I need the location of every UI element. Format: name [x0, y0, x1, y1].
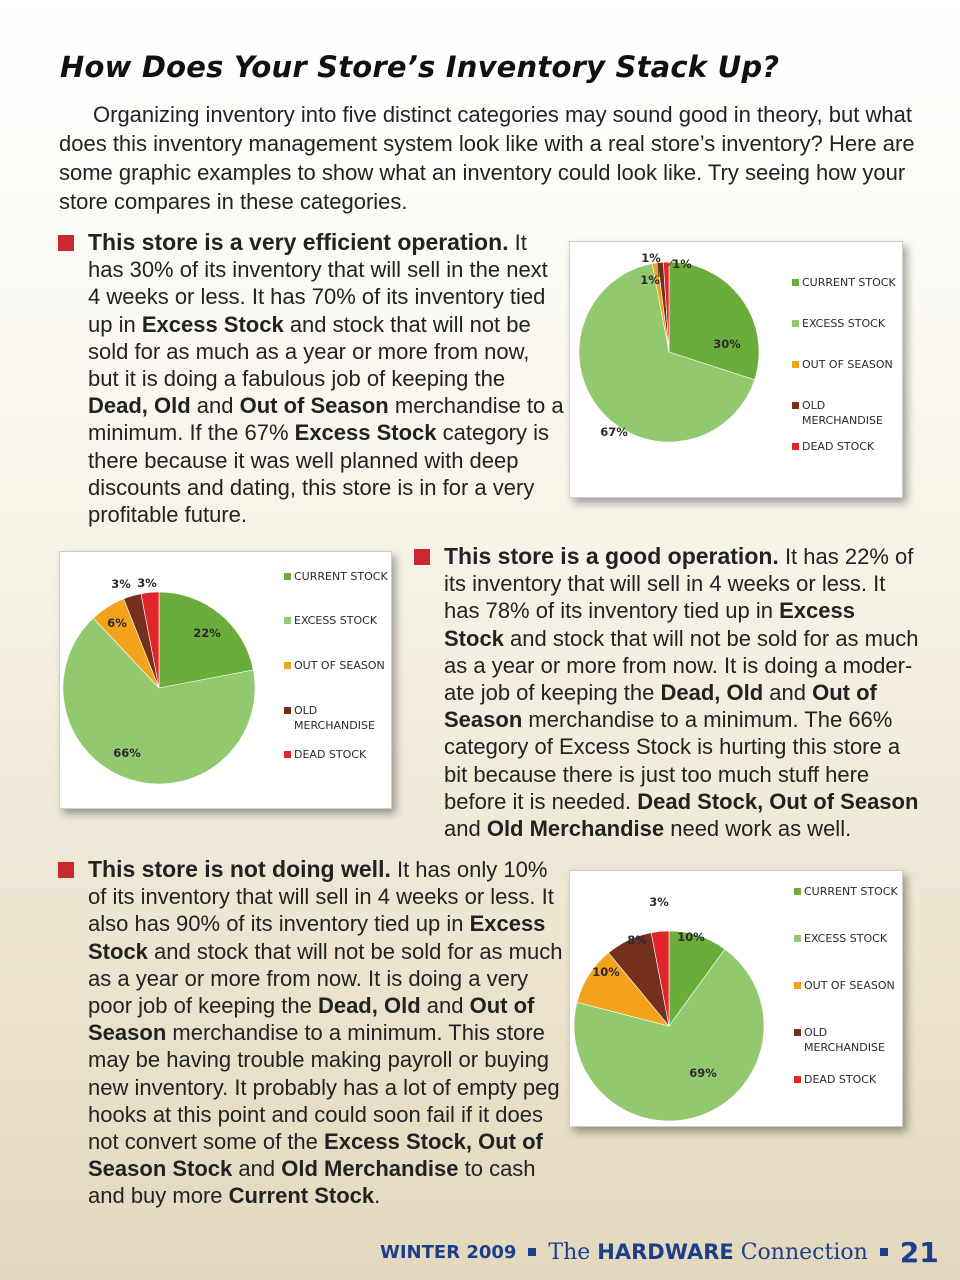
section-text — [88, 857, 562, 1208]
page-title: How Does Your Store’s Inventory Stack Up? — [60, 50, 780, 84]
emphasis-text: Old Merchandise — [486, 816, 665, 842]
emphasis-text: Dead, Old — [88, 393, 191, 419]
body-text: . — [374, 1183, 381, 1209]
footer-mag-the: The — [548, 1239, 591, 1265]
legend-label-out-of-season: OUT OF SEASON — [802, 358, 893, 371]
emphasis-text: Dead, Old — [660, 680, 764, 706]
page-number: 21 — [899, 1235, 939, 1269]
page-footer — [380, 1236, 939, 1268]
pie-svg — [570, 242, 902, 497]
data-label-current-stock: 22% — [193, 626, 221, 640]
footer-separator — [528, 1248, 536, 1256]
emphasis-text: Excess Stock — [444, 598, 855, 651]
pie-svg — [570, 871, 902, 1126]
intro-paragraph: Organizing inventory into five distinct categories may sound good in theory, but what does this inventory management system look like with a real store’s inventory? Here are some graphic examples to show what an inventory could look like. Try seeing how your store compares in these categories. — [59, 102, 915, 214]
pie-chart-not-doing-well — [569, 870, 903, 1127]
legend-label-dead-stock: DEAD STOCK — [802, 440, 875, 453]
data-label-out-of-season: 6% — [107, 616, 127, 630]
data-label-current-stock: 10% — [677, 930, 705, 944]
legend-label-excess-stock: EXCESS STOCK — [804, 932, 888, 945]
section-text — [444, 544, 918, 841]
legend-label-out-of-season: OUT OF SEASON — [294, 659, 385, 672]
emphasis-text: This store is a very efficient operation. — [88, 229, 509, 255]
footer-separator — [880, 1248, 888, 1256]
emphasis-text: Out of Season — [88, 993, 535, 1046]
data-label-old-merchandise: 1% — [672, 257, 692, 271]
bullet-square — [58, 235, 74, 251]
data-label-old-merchandise: 8% — [627, 933, 647, 947]
body-text: It has 22% of its inventory that will sell in 4 weeks or less. It has 78% of its inventory tied up in — [444, 544, 914, 624]
legend-label-old-merchandise: OLD — [294, 704, 318, 717]
legend-swatch-current-stock — [794, 888, 801, 895]
body-text: merchandise to a minimum. This store may be having trouble making payroll or buying new inventory. It probably has a lot of empty peg hooks at this point and could soon fail if it does not convert some of the — [88, 1020, 560, 1155]
emphasis-text: This store is a good operation. — [444, 543, 779, 569]
emphasis-text: Excess Stock, Out of Season Stock — [88, 1129, 543, 1182]
body-text: and stock that will not be sold for as much as a year or more from now, but it is doing a fabulous job of keeping the — [88, 311, 531, 392]
body-text: and — [763, 680, 813, 706]
legend-swatch-old-merchandise — [794, 1029, 801, 1036]
legend-label-old-merchandise: OLD — [802, 399, 826, 412]
body-text: to cash and buy more — [88, 1156, 536, 1209]
section-text — [88, 230, 564, 527]
emphasis-text: Out of Season — [444, 680, 877, 733]
section-good-operation — [444, 543, 920, 842]
legend-label-dead-stock: DEAD STOCK — [294, 748, 367, 761]
legend-swatch-excess-stock — [792, 320, 799, 327]
data-label-excess-stock: 67% — [600, 425, 628, 439]
legend-swatch-old-merchandise — [792, 402, 799, 409]
emphasis-text: Dead, Old — [317, 993, 421, 1019]
emphasis-text: Excess Stock — [294, 420, 437, 446]
legend-swatch-old-merchandise — [284, 707, 291, 714]
legend-label-old-merchandise: OLD — [804, 1026, 828, 1039]
emphasis-text: Out of Season — [239, 393, 389, 419]
legend-label-dead-stock: DEAD STOCK — [804, 1073, 877, 1086]
emphasis-text: Dead Stock, Out of Season — [637, 788, 919, 814]
body-text: need work as well. — [664, 816, 852, 842]
body-text: and — [190, 393, 240, 419]
body-text: category is there because it was well planned with deep discounts and dating, this store is in for a very profitable future. — [88, 420, 550, 528]
body-text: and — [420, 993, 470, 1019]
pie-svg — [60, 552, 391, 808]
legend-label-old-merchandise: MERCHANDISE — [802, 414, 883, 427]
body-text: and — [232, 1156, 282, 1182]
legend-label-old-merchandise: MERCHANDISE — [294, 719, 375, 732]
emphasis-text: Current Stock — [228, 1183, 375, 1209]
emphasis-text: Excess Stock — [141, 311, 284, 337]
section-very-efficient — [88, 229, 566, 528]
data-label-old-merchandise: 3% — [111, 577, 131, 591]
body-text: merchandise to a minimum. The 66% category of Excess Stock is hurting this store a bit because there is just too much stuff here before it is needed. — [444, 707, 901, 814]
body-text: It has only 10% of its inventory that will sell in 4 weeks or less. It also has 90% of its inventory tied up in — [88, 857, 554, 937]
legend-swatch-dead-stock — [794, 1076, 801, 1083]
data-label-out-of-season: 1% — [640, 273, 660, 287]
legend-swatch-out-of-season — [794, 982, 801, 989]
body-text: and stock that will not be sold for as much as a year or more from now. It is doing a very poor job of keeping the — [88, 938, 563, 1019]
emphasis-text: Old Merchandise — [281, 1156, 459, 1182]
body-text: and — [444, 816, 487, 842]
legend-label-current-stock: CURRENT STOCK — [804, 885, 898, 898]
legend-label-current-stock: CURRENT STOCK — [294, 570, 388, 583]
data-label-dead-stock: 1% — [641, 251, 661, 265]
bullet-square — [58, 862, 74, 878]
legend-swatch-dead-stock — [284, 751, 291, 758]
data-label-out-of-season: 10% — [592, 965, 620, 979]
bullet-square — [414, 549, 430, 565]
data-label-excess-stock: 66% — [113, 746, 141, 760]
data-label-current-stock: 30% — [713, 337, 741, 351]
data-label-dead-stock: 3% — [649, 895, 669, 909]
pie-chart-very-efficient — [569, 241, 903, 498]
body-text: It has 30% of its inventory that will sell in the next 4 weeks or less. It has 70% of its inventory tied up in — [88, 230, 548, 337]
legend-swatch-out-of-season — [284, 662, 291, 669]
footer-issue: WINTER 2009 — [380, 1241, 517, 1263]
data-label-dead-stock: 3% — [137, 576, 157, 590]
body-text: merchandise to a minimum. If the 67% — [88, 393, 564, 446]
legend-swatch-excess-stock — [794, 935, 801, 942]
emphasis-text: Excess Stock — [88, 911, 546, 964]
footer-mag-connection: Connection — [740, 1239, 868, 1265]
legend-swatch-out-of-season — [792, 361, 799, 368]
body-text: and stock that will not be sold for as much as a year or more from now. It is doing a moder-ate job of keeping the — [444, 625, 919, 706]
legend-label-excess-stock: EXCESS STOCK — [802, 317, 886, 330]
legend-swatch-current-stock — [792, 279, 799, 286]
section-not-doing-well — [88, 856, 564, 1210]
legend-swatch-excess-stock — [284, 617, 291, 624]
legend-label-out-of-season: OUT OF SEASON — [804, 979, 895, 992]
legend-label-current-stock: CURRENT STOCK — [802, 276, 896, 289]
legend-swatch-dead-stock — [792, 443, 799, 450]
footer-mag-name: HARDWARE — [597, 1239, 734, 1264]
emphasis-text: This store is not doing well. — [88, 856, 391, 882]
legend-label-excess-stock: EXCESS STOCK — [294, 614, 378, 627]
legend-swatch-current-stock — [284, 573, 291, 580]
footer-magazine — [548, 1240, 867, 1265]
legend-label-old-merchandise: MERCHANDISE — [804, 1041, 885, 1054]
data-label-excess-stock: 69% — [689, 1066, 717, 1080]
pie-chart-good — [59, 551, 392, 809]
